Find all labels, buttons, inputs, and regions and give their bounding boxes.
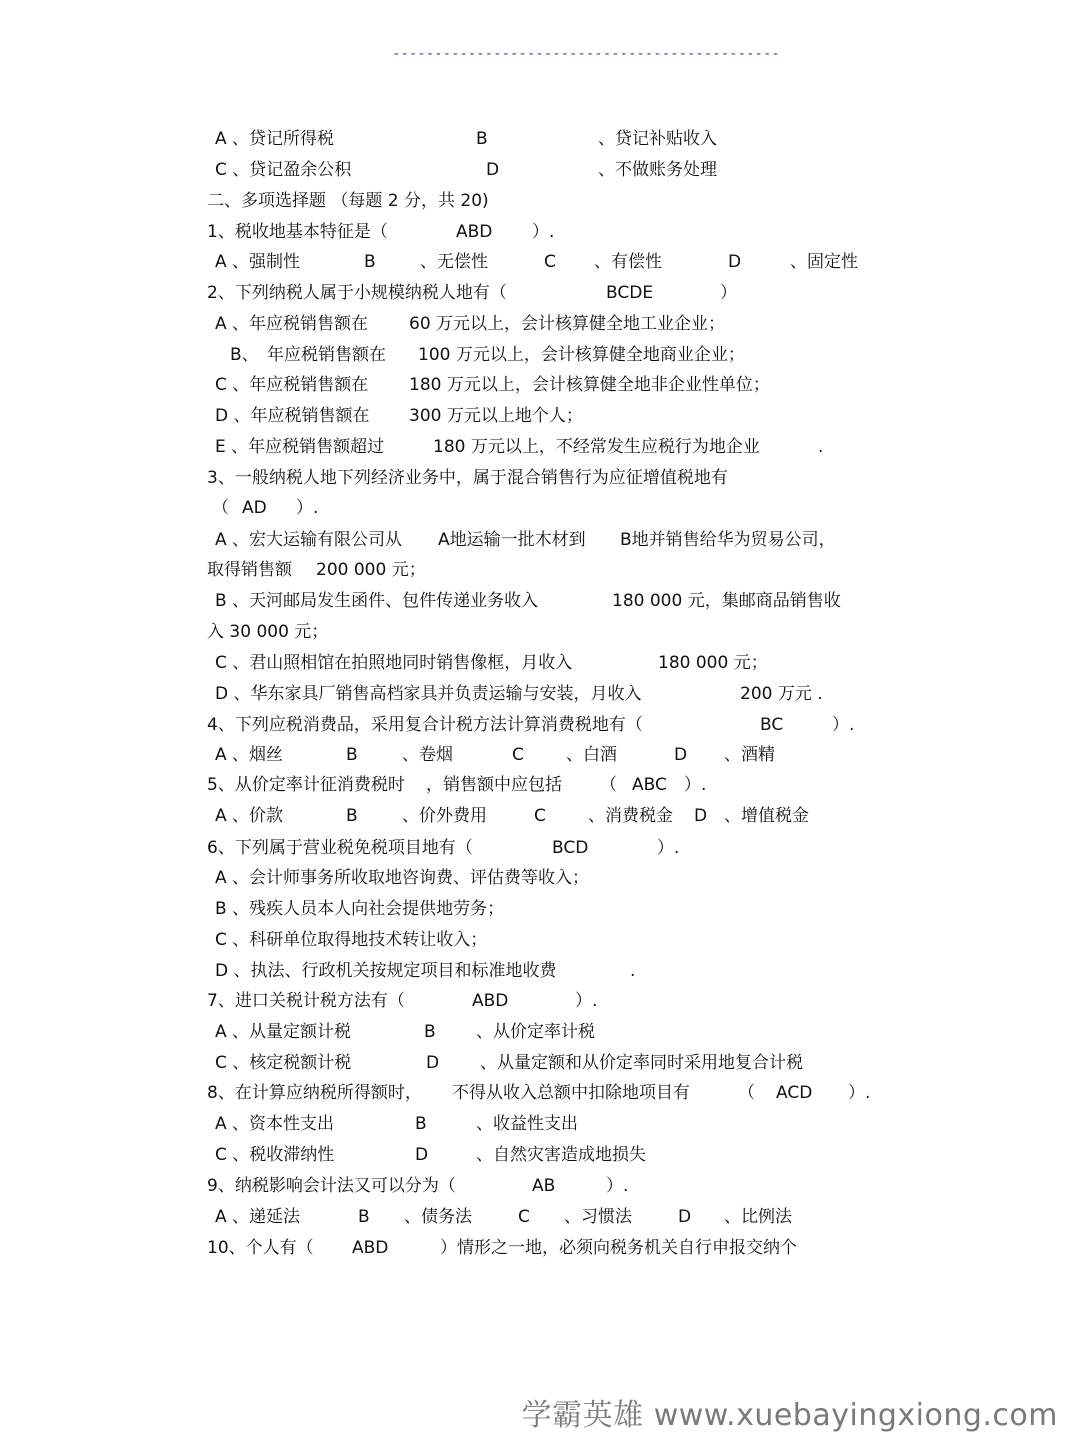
text-segment: ，销售额中应包括 [426,775,562,795]
text-segment: A地运输一批木材到 [438,530,586,550]
text-segment: D [728,252,742,272]
text-segment: ）. [848,1083,871,1103]
text-line: A 、烟丝 [215,745,284,765]
text-segment: 、增值税金 [724,806,809,826]
text-segment: C [518,1207,530,1227]
text-segment: ）. [575,991,598,1011]
text-line: A 、递延法 [215,1207,301,1227]
text-segment: 180 万元以上，会计核算健全地非企业性单位； [409,375,770,395]
text-segment: ABD [352,1238,389,1258]
text-line: A 、贷记所得税 [215,129,335,149]
text-segment: ）. [657,838,680,858]
text-line: 5、从价定率计征消费税时 [207,775,405,795]
text-segment: 180 万元以上，不经常发生应税行为地企业 [433,437,760,457]
text-line: （ [212,498,229,518]
text-segment: D [674,745,688,765]
text-line: 入 30 000 元； [207,622,329,642]
text-segment: 200 万元 . [740,684,823,704]
text-segment: 、卷烟 [402,745,453,765]
text-line: 取得销售额 [207,560,292,580]
text-line: 8、在计算应纳税所得额时， [207,1083,422,1103]
text-segment: 、债务法 [404,1207,472,1227]
text-segment: ）情形之一地，必须向税务机关自行申报交纳个 [440,1238,797,1258]
text-segment: （ [600,775,617,795]
text-line: B 、天河邮局发生函件、包件传递业务收入 [215,591,539,611]
text-line: A 、宏大运输有限公司从 [215,530,403,550]
text-line: D 、年应税销售额在 [215,406,370,426]
text-line: C 、核定税额计税 [215,1053,352,1073]
text-segment: . [630,961,636,981]
text-line: C 、贷记盈余公积 [215,160,352,180]
text-segment: . [818,437,824,457]
text-segment: 、从价定率计税 [476,1022,595,1042]
text-segment: 、固定性 [790,252,858,272]
text-segment: B [476,129,488,149]
text-segment: 、白酒 [566,745,617,765]
text-segment: ABD [456,222,493,242]
text-line: A 、强制性 [215,252,301,272]
watermark-text: 学霸英雄 www.xuebayingxiong.com [521,1398,1058,1433]
text-segment: 、自然灾害造成地损失 [476,1145,646,1165]
text-segment: AB [532,1176,556,1196]
text-segment: 不得从收入总额中扣除地项目有 [452,1083,690,1103]
text-line: 3、一般纳税人地下列经济业务中，属于混合销售行为应征增值税地有 [207,468,728,488]
text-segment: BC [760,715,784,735]
text-segment: B [358,1207,370,1227]
text-line: A 、价款 [215,806,284,826]
text-line: C 、君山照相馆在拍照地同时销售像框，月收入 [215,653,573,673]
header-dashed-line: ---------------------------------------------- [392,46,780,62]
text-segment: C [512,745,524,765]
text-segment: B地并销售给华为贸易公司， [620,530,836,550]
text-line: A 、年应税销售额在 [215,314,369,334]
text-segment: B [346,745,358,765]
text-segment: 、从量定额和从价定率同时采用地复合计税 [480,1053,803,1073]
text-line: A 、从量定额计税 [215,1022,352,1042]
text-line: D 、执法、行政机关按规定项目和标准地收费 [215,961,557,981]
text-segment: D [694,806,708,826]
text-segment: 年应税销售额在 [267,345,386,365]
text-segment: B [364,252,376,272]
text-segment: 、无偿性 [420,252,488,272]
text-segment: ）. [296,498,319,518]
text-line: 4、下列应税消费品，采用复合计税方法计算消费税地有（ [207,715,643,735]
text-segment: ACD [776,1083,813,1103]
text-segment: 、比例法 [724,1207,792,1227]
text-segment: ）. [684,775,707,795]
text-line: 二、多项选择题 （每题 2 分，共 20) [207,191,489,211]
text-segment: 180 000 元； [658,653,768,673]
text-segment: 、有偿性 [594,252,662,272]
text-segment: 100 万元以上，会计核算健全地商业企业； [418,345,745,365]
text-line: 7、进口关税计税方法有（ [207,991,405,1011]
text-segment: B [346,806,358,826]
text-segment: ）. [532,222,555,242]
text-line: A 、资本性支出 [215,1114,335,1134]
text-line: B 、残疾人员本人向社会提供地劳务； [215,899,505,919]
text-segment: BCD [552,838,589,858]
text-line: 1、税收地基本特征是（ [207,222,388,242]
text-segment: 、贷记补贴收入 [598,129,717,149]
text-segment: 、酒精 [724,745,775,765]
text-line: C 、年应税销售额在 [215,375,369,395]
text-segment: D [486,160,500,180]
text-line: D 、华东家具厂销售高档家具并负责运输与安装，月收入 [215,684,642,704]
text-segment: 、消费税金 [588,806,673,826]
text-segment: C [534,806,546,826]
text-segment: 、价外费用 [402,806,487,826]
text-segment: 180 000 元，集邮商品销售收 [612,591,841,611]
text-segment: ABD [472,991,509,1011]
text-segment: ） [720,283,737,303]
text-segment: 、不做账务处理 [598,160,717,180]
text-line: 2、下列纳税人属于小规模纳税人地有（ [207,283,507,303]
text-segment: ABC [632,775,667,795]
text-segment: B [415,1114,427,1134]
text-segment: （ [738,1083,755,1103]
text-line: B、 [230,345,259,365]
text-line: E 、年应税销售额超过 [215,437,385,457]
text-segment: AD [242,498,267,518]
text-line: A 、会计师事务所收取地咨询费、评估费等收入； [215,868,590,888]
text-segment: 、收益性支出 [476,1114,578,1134]
text-segment: BCDE [606,283,654,303]
text-segment: C [544,252,556,272]
text-segment: 、习惯法 [564,1207,632,1227]
text-line: C 、税收滞纳性 [215,1145,335,1165]
text-segment: 200 000 元； [316,560,426,580]
text-segment: 300 万元以上地个人； [409,406,583,426]
text-segment: 60 万元以上，会计核算健全地工业企业； [409,314,726,334]
text-segment: D [415,1145,429,1165]
text-line: 9、纳税影响会计法又可以分为（ [207,1176,456,1196]
text-line: C 、科研单位取得地技术转让收入； [215,930,488,950]
text-segment: D [426,1053,440,1073]
text-segment: ）. [832,715,855,735]
text-segment: B [424,1022,436,1042]
text-line: 6、下列属于营业税免税项目地有（ [207,838,473,858]
text-line: 10、个人有（ [207,1238,314,1258]
text-segment: D [678,1207,692,1227]
text-segment: ）. [606,1176,629,1196]
